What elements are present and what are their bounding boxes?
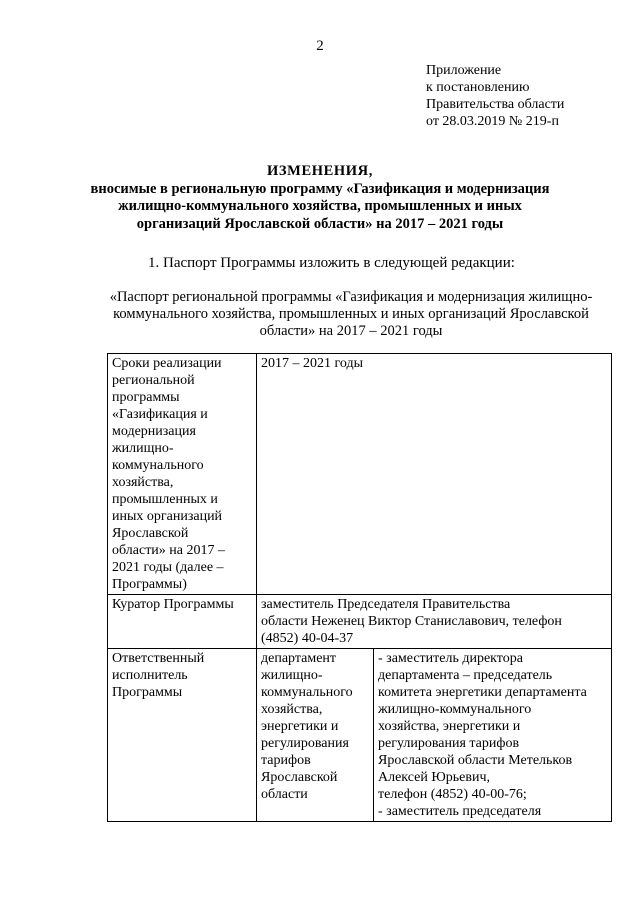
passport-title-line: коммунального хозяйства, промышленных и иных организаций Ярославской (113, 306, 589, 322)
title-line: организаций Ярославской области» на 2017 – 2021 годы (136, 215, 504, 232)
cell-text-line: жилищно- (261, 668, 323, 683)
cell-text-line: Программы) (112, 577, 187, 592)
cell-text-line: 2017 – 2021 годы (261, 356, 364, 371)
row-value-cell (257, 595, 612, 649)
cell-text-line: тарифов (261, 753, 311, 768)
cell-text-line: энергетики и (261, 719, 339, 734)
row-value-cell (257, 354, 612, 595)
cell-text-line: жилищно-коммунального (378, 702, 532, 717)
cell-text-line: программы (112, 390, 180, 405)
cell-text-line: хозяйства, (112, 475, 174, 490)
cell-text-line: хозяйства, (261, 702, 323, 717)
cell-text-line: Ярославской (112, 526, 189, 541)
approval-block (426, 62, 564, 130)
title-line: жилищно-коммунального хозяйства, промышленных и иных (118, 198, 522, 214)
table-row (108, 649, 612, 822)
cell-text-line: - заместитель директора (378, 651, 523, 666)
cell-text-line: коммунального (112, 458, 204, 473)
cell-text-line: телефон (4852) 40-00-76; (378, 787, 527, 802)
cell-text-line: 2021 годы (далее – (112, 560, 224, 575)
title-heading: ИЗМЕНЕНИЯ, (267, 163, 373, 179)
cell-text-line: Алексей Юрьевич, (378, 770, 490, 785)
table-row (108, 595, 612, 649)
department-cell (257, 649, 374, 822)
cell-text-line: Ярославской области Метельков (378, 753, 573, 768)
cell-text-line: департамента – председатель (378, 668, 553, 683)
cell-text-line: Ярославской (261, 770, 338, 785)
cell-text-line: «Газификация и (112, 407, 208, 422)
cell-text-line: - заместитель председателя (378, 804, 542, 819)
cell-text-line: комитета энергетики департамента (378, 685, 587, 700)
cell-text-line: региональной (112, 373, 195, 388)
cell-text-line: хозяйства, энергетики и (378, 719, 521, 734)
passport-title-line: «Паспорт региональной программы «Газификация и модернизация жилищно- (109, 289, 593, 305)
cell-text-line: Сроки реализации (112, 356, 222, 371)
passport-title-line: области» на 2017 – 2021 годы (259, 323, 443, 339)
row-label-cell (108, 649, 257, 822)
cell-text-line: исполнитель (112, 668, 188, 683)
cell-text-line: промышленных и (112, 492, 218, 507)
passport-title (98, 289, 604, 340)
cell-text-line: Куратор Программы (112, 597, 234, 612)
cell-text-line: коммунального (261, 685, 353, 700)
cell-text-line: регулирования (261, 736, 349, 751)
row-label-cell (108, 595, 257, 649)
contacts-cell (374, 649, 612, 822)
cell-text-line: Программы (112, 685, 183, 700)
approval-line: Приложение (426, 63, 502, 78)
approval-line: Правительства области (426, 97, 565, 112)
document-title (60, 163, 580, 233)
cell-text-line: области Неженец Виктор Станиславович, телефон (261, 614, 562, 629)
approval-line: от 28.03.2019 № 219-п (426, 114, 559, 129)
cell-text-line: (4852) 40-04-37 (261, 631, 354, 646)
cell-text-line: заместитель Председателя Правительства (261, 597, 511, 612)
title-line: вносимые в региональную программу «Газификация и модернизация (90, 180, 550, 197)
cell-text-line: модернизация (112, 424, 196, 439)
point-1-text: 1. Паспорт Программы изложить в следующей редакции: (148, 255, 515, 271)
cell-text-line: области» на 2017 – (112, 543, 226, 558)
cell-text-line: области (261, 787, 308, 802)
cell-text-line: департамент (261, 651, 337, 666)
row-label-cell (108, 354, 257, 595)
cell-text-line: Ответственный (112, 651, 205, 666)
cell-text-line: иных организаций (112, 509, 223, 524)
cell-text-line: регулирования тарифов (378, 736, 520, 751)
approval-line: к постановлению (426, 80, 530, 95)
page-number: 2 (316, 38, 324, 54)
passport-table (107, 353, 612, 822)
cell-text-line: жилищно- (112, 441, 174, 456)
table-row (108, 354, 612, 595)
